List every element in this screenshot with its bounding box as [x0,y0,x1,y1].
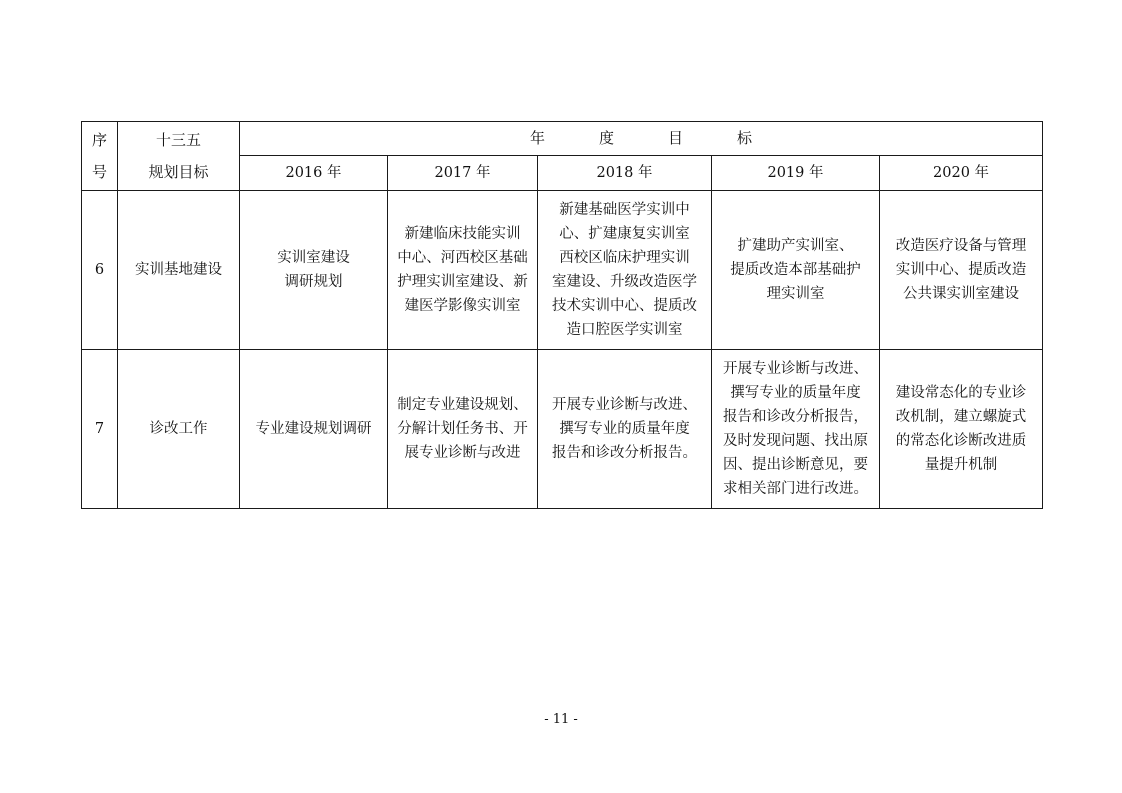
cell-line: 的常态化诊断改进质 [895,433,1027,449]
header-seq-line-2: 号 [91,163,107,181]
cell-line: 实训中心、提质改造 [895,262,1027,278]
header-seq-line-1: 序 [91,131,107,149]
cell-line: 报告和诊改分析报告。 [552,445,697,461]
plan-table [81,121,1043,509]
header-row-top [82,122,1043,156]
cell-line: 撰写专业的质量年度 [730,385,861,401]
row-number: 6 [82,191,118,350]
cell-2019 [712,191,880,350]
cell-line: 及时发现问题、找出原 [723,433,868,449]
cell-line: 新建基础医学实训中 [559,202,690,218]
cell-2020 [880,350,1043,509]
cell-line: 专业建设规划调研 [255,421,372,437]
cell-line: 公共课实训室建设 [903,286,1020,302]
header-plan-line-2: 规划目标 [148,163,209,181]
cell-line: 分解计划任务书、开 [397,421,528,437]
header-year-2018: 2018 年 [538,156,712,191]
header-annual-target [240,122,1043,156]
cell-line: 建设常态化的专业诊 [895,385,1027,401]
table-row [82,191,1043,350]
header-year-2017: 2017 年 [388,156,538,191]
cell-2020 [880,191,1043,350]
header-plan [118,122,240,191]
cell-2016 [240,191,388,350]
row-goal: 实训基地建设 [118,191,240,350]
cell-line: 室建设、升级改造医学 [552,274,697,290]
cell-line: 因、提出诊断意见，要 [723,457,868,473]
cell-2018 [538,350,712,509]
cell-2016 [240,350,388,509]
header-year-2019: 2019 年 [712,156,880,191]
cell-2017 [388,350,538,509]
cell-line: 技术实训中心、提质改 [552,298,697,314]
cell-line: 新建临床技能实训 [404,226,521,242]
cell-line: 中心、河西校区基础 [397,250,528,266]
header-plan-line-1: 十三五 [155,131,201,149]
cell-line: 护理实训室建设、新 [397,274,528,290]
cell-line: 理实训室 [766,286,825,302]
cell-line: 开展专业诊断与改进、 [552,397,697,413]
cell-line: 改机制，建立螺旋式 [895,409,1027,425]
header-year-2016: 2016 年 [240,156,388,191]
cell-line: 调研规划 [284,274,343,290]
header-seq [82,122,118,191]
header-annual-target-label: 年度目标 [530,129,807,147]
cell-line: 心、扩建康复实训室 [559,226,690,242]
cell-line: 扩建助产实训室、 [737,238,854,254]
row-goal: 诊改工作 [118,350,240,509]
cell-2019 [712,350,880,509]
cell-2018 [538,191,712,350]
cell-line: 改造医疗设备与管理 [895,238,1027,254]
cell-line: 制定专业建设规划、 [397,397,528,413]
cell-line: 实训室建设 [277,250,350,266]
cell-line: 撰写专业的质量年度 [559,421,690,437]
cell-line: 西校区临床护理实训 [559,250,690,266]
cell-line: 建医学影像实训室 [404,298,521,314]
cell-line: 开展专业诊断与改进、 [723,361,868,377]
cell-line: 求相关部门进行改进。 [723,481,868,497]
cell-line: 展专业诊断与改进 [404,445,521,461]
cell-2017 [388,191,538,350]
table-row [82,350,1043,509]
header-year-2020: 2020 年 [880,156,1043,191]
cell-line: 量提升机制 [924,457,998,473]
cell-line: 提质改造本部基础护 [730,262,861,278]
row-number: 7 [82,350,118,509]
page-number: - 11 - [544,712,578,727]
cell-line: 造口腔医学实训室 [566,322,683,338]
cell-line: 报告和诊改分析报告， [723,409,868,425]
